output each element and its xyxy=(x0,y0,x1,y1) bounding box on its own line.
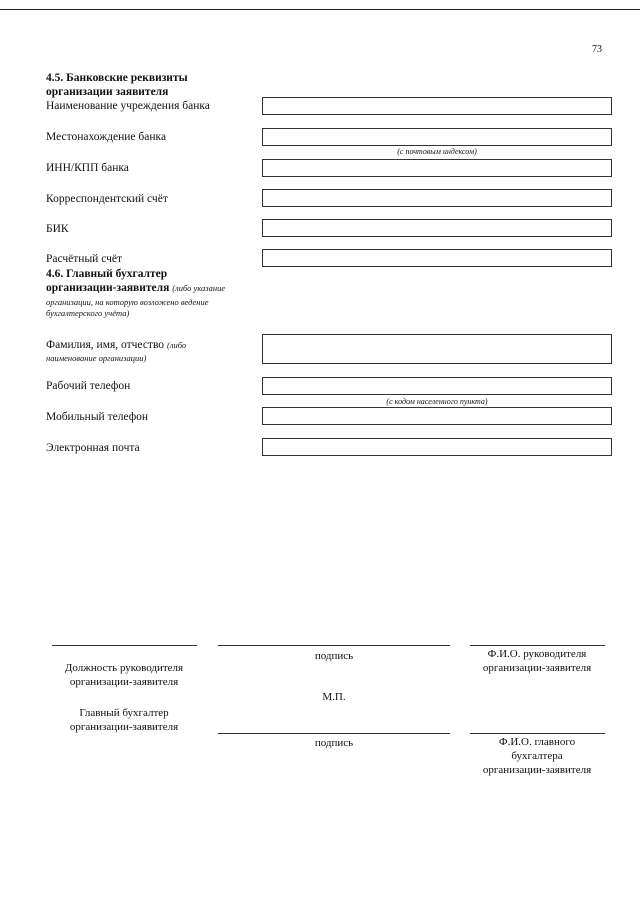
page-number: 73 xyxy=(592,44,602,55)
bank-inn-kpp-field[interactable] xyxy=(262,159,612,177)
stamp-placeholder: М.П. xyxy=(322,691,346,703)
mobile-phone-field[interactable] xyxy=(262,407,612,425)
accountant-fio-caption-3: организации-заявителя xyxy=(482,764,592,776)
accountant-fio-caption-1: Ф.И.О. главного xyxy=(498,736,576,748)
accountant-note-2: организации, на которую возложено ведение xyxy=(46,297,209,307)
director-position-line xyxy=(52,645,197,646)
accountant-fio-line xyxy=(470,733,605,734)
bik-field[interactable] xyxy=(262,219,612,237)
director-position-caption-1: Должность руководителя xyxy=(64,662,184,674)
bank-location-field[interactable] xyxy=(262,128,612,146)
fio-note-inline: (либо xyxy=(166,340,187,350)
bank-section-heading-2: организации заявителя xyxy=(46,86,169,98)
fio-label: Фамилия, имя, отчество xyxy=(46,339,165,351)
email-field[interactable] xyxy=(262,438,612,456)
accountant-caption-1: Главный бухгалтер xyxy=(79,707,169,719)
accountant-caption-2: организации-заявителя xyxy=(69,721,179,733)
corr-account-label: Корреспондентский счёт xyxy=(46,193,168,205)
accountant-heading-text: организации-заявителя xyxy=(46,282,170,294)
bik-label: БИК xyxy=(46,223,69,235)
bank-section-heading-1: 4.5. Банковские реквизиты xyxy=(46,72,188,84)
bank-name-label: Наименование учреждения банка xyxy=(46,100,210,112)
director-fio-caption-2: организации-заявителя xyxy=(482,662,592,674)
director-fio-line xyxy=(470,645,605,646)
accountant-note-inline: (либо указание xyxy=(172,283,226,293)
top-rule xyxy=(0,9,640,10)
bank-name-field[interactable] xyxy=(262,97,612,115)
accountant-section-heading-2 xyxy=(46,282,225,295)
director-position-caption-2: организации-заявителя xyxy=(69,676,179,688)
accountant-fio-caption-2: бухгалтера xyxy=(511,750,563,762)
fio-label-line xyxy=(46,339,186,352)
bank-location-label: Местонахождение банка xyxy=(46,131,167,143)
fio-field[interactable] xyxy=(262,334,612,364)
mobile-phone-label: Мобильный телефон xyxy=(46,411,149,423)
director-signature-caption: подпись xyxy=(314,650,354,662)
accountant-signature-line[interactable] xyxy=(218,733,450,734)
settlement-account-label: Расчётный счёт xyxy=(46,253,122,265)
settlement-account-field[interactable] xyxy=(262,249,612,267)
email-label: Электронная почта xyxy=(46,442,140,454)
accountant-signature-caption: подпись xyxy=(314,737,354,749)
bank-location-hint: (с почтовым индексом) xyxy=(397,147,477,156)
director-signature-line[interactable] xyxy=(218,645,450,646)
director-fio-caption-1: Ф.И.О. руководителя xyxy=(487,648,587,660)
corr-account-field[interactable] xyxy=(262,189,612,207)
bank-inn-kpp-label: ИНН/КПП банка xyxy=(46,162,129,174)
work-phone-label: Рабочий телефон xyxy=(46,380,131,392)
work-phone-field[interactable] xyxy=(262,377,612,395)
work-phone-hint: (с кодом населенного пункта) xyxy=(386,397,488,406)
accountant-note-3: бухгалтерского учёта) xyxy=(46,308,130,318)
accountant-section-heading-1: 4.6. Главный бухгалтер xyxy=(46,268,168,280)
fio-note-2: наименование организации) xyxy=(46,353,147,363)
